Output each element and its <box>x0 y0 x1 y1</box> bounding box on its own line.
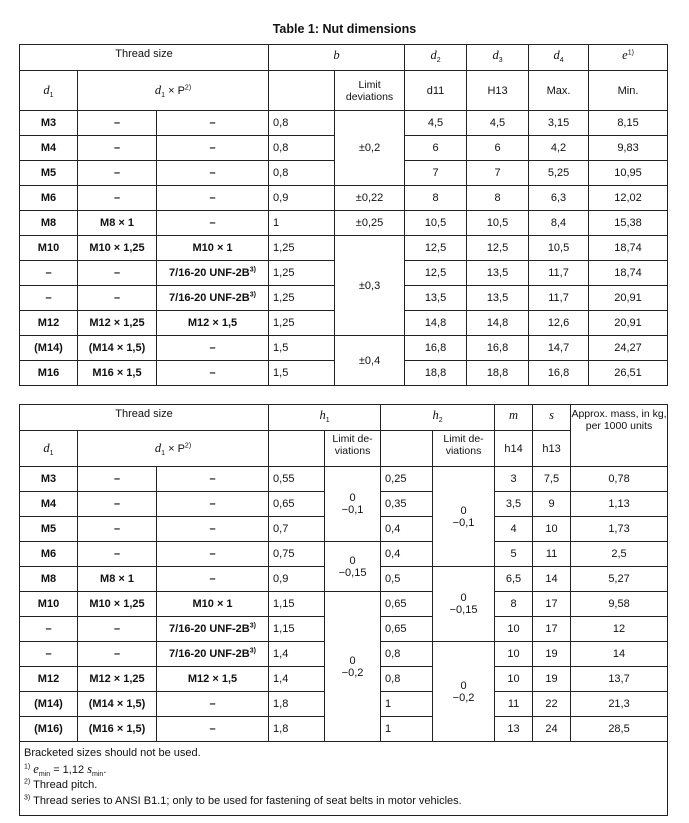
d1p-cell: – <box>78 136 157 161</box>
e-cell: 8,15 <box>589 111 668 136</box>
h1-cell: 0,75 <box>269 542 325 567</box>
e-cell: 10,95 <box>589 161 668 186</box>
d4-cell: 12,6 <box>529 311 589 336</box>
d1p-alt-cell: – <box>157 186 269 211</box>
h2-cell: 0,4 <box>381 542 433 567</box>
d1p-cell: – <box>78 617 157 642</box>
h1-cell: 1,4 <box>269 642 325 667</box>
d2-cell: 8 <box>405 186 467 211</box>
e-cell: 15,38 <box>589 211 668 236</box>
d1p-cell: – <box>78 111 157 136</box>
max-header: Max. <box>529 71 589 111</box>
d1-header: $d_1$ <box>20 71 78 111</box>
d3-cell: 7 <box>467 161 529 186</box>
b-cell: 1,5 <box>269 336 335 361</box>
b-cell: 1,25 <box>269 236 335 261</box>
b-limit-deviations-header: Limit deviations <box>335 71 405 111</box>
e-cell: 12,02 <box>589 186 668 211</box>
d1-cell: M12 <box>20 311 78 336</box>
d1p-alt-cell: – <box>157 542 269 567</box>
d4-cell: 14,7 <box>529 336 589 361</box>
d1-cell: M8 <box>20 567 78 592</box>
d3-cell: 13,5 <box>467 286 529 311</box>
mass-cell: 28,5 <box>571 717 668 742</box>
e-cell: 18,74 <box>589 261 668 286</box>
d1p-alt-cell: – <box>157 161 269 186</box>
s-cell: 17 <box>533 617 571 642</box>
d3-cell: 18,8 <box>467 361 529 386</box>
nut-dimensions-table-2 <box>19 404 668 816</box>
b-cell: 0,8 <box>269 111 335 136</box>
h2-cell: 0,5 <box>381 567 433 592</box>
d1p-alt-cell: – <box>157 467 269 492</box>
mass-cell: 1,73 <box>571 517 668 542</box>
h13-header: H13 <box>467 71 529 111</box>
b-limit-cell: ±0,22 <box>335 186 405 211</box>
d4-cell: 3,15 <box>529 111 589 136</box>
d1-cell: (M16) <box>20 717 78 742</box>
m-cell: 13 <box>495 717 533 742</box>
mass-cell: 21,3 <box>571 692 668 717</box>
d3-cell: 10,5 <box>467 211 529 236</box>
d4-cell: 10,5 <box>529 236 589 261</box>
mass-cell: 0,78 <box>571 467 668 492</box>
b-cell: 1,25 <box>269 286 335 311</box>
d1-cell: M3 <box>20 467 78 492</box>
table-row <box>20 542 668 567</box>
table-row <box>20 211 668 236</box>
h1-cell: 0,9 <box>269 567 325 592</box>
s-cell: 22 <box>533 692 571 717</box>
s-cell: 7,5 <box>533 467 571 492</box>
d2-cell: 16,8 <box>405 336 467 361</box>
table-row <box>20 467 668 492</box>
h2-cell: 0,35 <box>381 492 433 517</box>
mass-header: Approx. mass, in kg, per 1000 units <box>571 405 668 467</box>
s-cell: 19 <box>533 642 571 667</box>
d1-cell: M4 <box>20 492 78 517</box>
d1-header: $d_1$ <box>20 431 78 467</box>
table-title: Table 1: Nut dimensions <box>272 22 417 36</box>
d1p-cell: – <box>78 467 157 492</box>
d1-cell: M12 <box>20 667 78 692</box>
s-header: s <box>533 405 571 431</box>
d2-cell: 12,5 <box>405 261 467 286</box>
thread-size-header: Thread size <box>20 405 269 431</box>
h2-limit-cell: 0 −0,1 <box>433 467 495 567</box>
s-cell: 17 <box>533 592 571 617</box>
d4-cell: 5,25 <box>529 161 589 186</box>
h2-cell: 0,8 <box>381 642 433 667</box>
h2-cell: 0,25 <box>381 467 433 492</box>
d1-cell: – <box>20 286 78 311</box>
d2-cell: 13,5 <box>405 286 467 311</box>
d1-cell: M3 <box>20 111 78 136</box>
d1p-alt-cell: M10 × 1 <box>157 592 269 617</box>
s-cell: 14 <box>533 567 571 592</box>
s-cell: 24 <box>533 717 571 742</box>
d3-cell: 14,8 <box>467 311 529 336</box>
d1-cell: M5 <box>20 161 78 186</box>
e-cell: 18,74 <box>589 236 668 261</box>
d1-cell: M10 <box>20 592 78 617</box>
d1p-alt-cell: – <box>157 336 269 361</box>
note-2: $^{2)}$ Thread pitch. <box>24 778 98 791</box>
d1xp-header: $d_1 \times P^{2)}$ <box>78 71 269 111</box>
d3-header: $d_3$ <box>467 45 529 71</box>
h1-limit-cell: 0 −0,1 <box>325 467 381 542</box>
d4-cell: 11,7 <box>529 261 589 286</box>
b-cell: 0,8 <box>269 136 335 161</box>
d4-cell: 6,3 <box>529 186 589 211</box>
table-row <box>20 236 668 261</box>
h1-limit-deviations-header: Limit de- viations <box>325 431 381 467</box>
h1-cell: 0,65 <box>269 492 325 517</box>
footnotes <box>20 742 668 816</box>
b-cell: 1,5 <box>269 361 335 386</box>
s-cell: 11 <box>533 542 571 567</box>
s-cell: 10 <box>533 517 571 542</box>
mass-cell: 13,7 <box>571 667 668 692</box>
h1-cell: 1,15 <box>269 592 325 617</box>
d1p-cell: M8 × 1 <box>78 211 157 236</box>
h1-limit-cell: 0 −0,2 <box>325 592 381 742</box>
s-cell: 19 <box>533 667 571 692</box>
h2-cell: 0,8 <box>381 667 433 692</box>
d1p-cell: – <box>78 642 157 667</box>
h13-header: h13 <box>533 431 571 467</box>
d4-cell: 16,8 <box>529 361 589 386</box>
h14-header: h14 <box>495 431 533 467</box>
h2-cell: 1 <box>381 717 433 742</box>
table-row <box>20 111 668 136</box>
d1p-alt-cell: M12 × 1,5 <box>157 667 269 692</box>
d1-cell: M10 <box>20 236 78 261</box>
h1-cell: 1,8 <box>269 692 325 717</box>
d2-cell: 10,5 <box>405 211 467 236</box>
d1p-cell: – <box>78 286 157 311</box>
d1p-alt-cell: – <box>157 136 269 161</box>
d1-cell: – <box>20 642 78 667</box>
m-cell: 6,5 <box>495 567 533 592</box>
e-header: $e^{1)}$ <box>589 45 668 71</box>
d1-cell: M4 <box>20 136 78 161</box>
b-limit-cell: ±0,25 <box>335 211 405 236</box>
e-cell: 26,51 <box>589 361 668 386</box>
m-cell: 11 <box>495 692 533 717</box>
d1p-alt-cell: – <box>157 692 269 717</box>
d1p-cell: M10 × 1,25 <box>78 592 157 617</box>
m-cell: 3 <box>495 467 533 492</box>
h2-cell: 0,65 <box>381 617 433 642</box>
d1p-cell: M12 × 1,25 <box>78 667 157 692</box>
d1-cell: M8 <box>20 211 78 236</box>
s-cell: 9 <box>533 492 571 517</box>
d4-header: $d_4$ <box>529 45 589 71</box>
d3-cell: 6 <box>467 136 529 161</box>
m-cell: 5 <box>495 542 533 567</box>
d4-cell: 11,7 <box>529 286 589 311</box>
d1-cell: (M14) <box>20 336 78 361</box>
h2-limit-cell: 0 −0,2 <box>433 642 495 742</box>
h1-cell: 1,8 <box>269 717 325 742</box>
d3-cell: 8 <box>467 186 529 211</box>
d2-header: $d_2$ <box>405 45 467 71</box>
note-bracketed: Bracketed sizes should not be used. <box>24 747 201 759</box>
m-cell: 8 <box>495 592 533 617</box>
d1p-alt-cell: – <box>157 111 269 136</box>
h2-value-header <box>381 431 433 467</box>
h1-cell: 0,7 <box>269 517 325 542</box>
table-row <box>20 592 668 617</box>
m-cell: 3,5 <box>495 492 533 517</box>
table-row <box>20 186 668 211</box>
d1p-cell: (M16 × 1,5) <box>78 717 157 742</box>
d1p-alt-cell: M12 × 1,5 <box>157 311 269 336</box>
mass-cell: 12 <box>571 617 668 642</box>
mass-cell: 1,13 <box>571 492 668 517</box>
b-cell: 1 <box>269 211 335 236</box>
d2-cell: 18,8 <box>405 361 467 386</box>
thread-size-header: Thread size <box>20 45 269 71</box>
h2-cell: 0,4 <box>381 517 433 542</box>
d3-cell: 16,8 <box>467 336 529 361</box>
d1-cell: – <box>20 261 78 286</box>
m-cell: 4 <box>495 517 533 542</box>
e-cell: 20,91 <box>589 286 668 311</box>
d2-cell: 6 <box>405 136 467 161</box>
d1p-alt-cell: 7/16-20 UNF-$2B^{3)}$ <box>157 617 269 642</box>
d1-cell: M5 <box>20 517 78 542</box>
h2-limit-deviations-header: Limit de- viations <box>433 431 495 467</box>
note-1: $^{1)}$ $e_{min} = 1,12$ $s_{min}$. <box>24 761 107 778</box>
e-cell: 9,83 <box>589 136 668 161</box>
h2-limit-cell: 0 −0,15 <box>433 567 495 642</box>
d1p-cell: M8 × 1 <box>78 567 157 592</box>
mass-cell: 2,5 <box>571 542 668 567</box>
min-header: Min. <box>589 71 668 111</box>
b-value-header <box>269 71 335 111</box>
h1-value-header <box>269 431 325 467</box>
d3-cell: 12,5 <box>467 236 529 261</box>
h2-cell: 1 <box>381 692 433 717</box>
d1p-alt-cell: – <box>157 361 269 386</box>
mass-cell: 5,27 <box>571 567 668 592</box>
b-cell: 0,8 <box>269 161 335 186</box>
nut-dimensions-table-1 <box>19 44 668 386</box>
d3-cell: 13,5 <box>467 261 529 286</box>
d1xp-header: $d_1 \times P^{2)}$ <box>78 431 269 467</box>
d2-cell: 14,8 <box>405 311 467 336</box>
h1-cell: 1,4 <box>269 667 325 692</box>
d1p-cell: (M14 × 1,5) <box>78 336 157 361</box>
b-limit-cell: ±0,3 <box>335 236 405 336</box>
h1-limit-cell: 0 −0,15 <box>325 542 381 592</box>
d1-cell: – <box>20 617 78 642</box>
d2-cell: 4,5 <box>405 111 467 136</box>
b-cell: 0,9 <box>269 186 335 211</box>
d1p-alt-cell: 7/16-20 UNF-$2B^{3)}$ <box>157 286 269 311</box>
d1p-cell: – <box>78 517 157 542</box>
d1p-cell: (M14 × 1,5) <box>78 692 157 717</box>
d1-cell: (M14) <box>20 692 78 717</box>
e-cell: 20,91 <box>589 311 668 336</box>
d1p-alt-cell: – <box>157 567 269 592</box>
d4-cell: 4,2 <box>529 136 589 161</box>
d1p-alt-cell: – <box>157 717 269 742</box>
d1p-cell: – <box>78 492 157 517</box>
d1p-alt-cell: – <box>157 492 269 517</box>
d3-cell: 4,5 <box>467 111 529 136</box>
d1p-alt-cell: – <box>157 517 269 542</box>
d1p-cell: M12 × 1,25 <box>78 311 157 336</box>
d1p-alt-cell: 7/16-20 UNF-$2B^{3)}$ <box>157 642 269 667</box>
d1p-alt-cell: 7/16-20 UNF-$2B^{3)}$ <box>157 261 269 286</box>
b-limit-cell: ±0,4 <box>335 336 405 386</box>
d1p-cell: M10 × 1,25 <box>78 236 157 261</box>
h1-cell: 1,15 <box>269 617 325 642</box>
d11-header: d11 <box>405 71 467 111</box>
h2-header: $h_2$ <box>381 405 495 431</box>
d4-cell: 8,4 <box>529 211 589 236</box>
d1p-cell: – <box>78 186 157 211</box>
footnotes-row <box>20 742 668 816</box>
d1p-alt-cell: M10 × 1 <box>157 236 269 261</box>
h1-cell: 0,55 <box>269 467 325 492</box>
d2-cell: 7 <box>405 161 467 186</box>
e-cell: 24,27 <box>589 336 668 361</box>
m-cell: 10 <box>495 667 533 692</box>
m-header: m <box>495 405 533 431</box>
h1-header: $h_1$ <box>269 405 381 431</box>
d1p-cell: M16 × 1,5 <box>78 361 157 386</box>
d1-cell: M16 <box>20 361 78 386</box>
d2-cell: 12,5 <box>405 236 467 261</box>
b-cell: 1,25 <box>269 311 335 336</box>
b-limit-cell: ±0,2 <box>335 111 405 186</box>
d1p-cell: – <box>78 542 157 567</box>
d1-cell: M6 <box>20 186 78 211</box>
mass-cell: 14 <box>571 642 668 667</box>
m-cell: 10 <box>495 617 533 642</box>
note-3: $^{3)}$ Thread series to ANSI B1.1; only to be used for fastening of seat belts in motor vehicles. <box>24 793 462 807</box>
d1-cell: M6 <box>20 542 78 567</box>
table-row <box>20 336 668 361</box>
b-cell: 1,25 <box>269 261 335 286</box>
d1p-cell: – <box>78 261 157 286</box>
h2-cell: 0,65 <box>381 592 433 617</box>
b-header: b <box>269 45 405 71</box>
mass-cell: 9,58 <box>571 592 668 617</box>
d1p-alt-cell: – <box>157 211 269 236</box>
m-cell: 10 <box>495 642 533 667</box>
d1p-cell: – <box>78 161 157 186</box>
